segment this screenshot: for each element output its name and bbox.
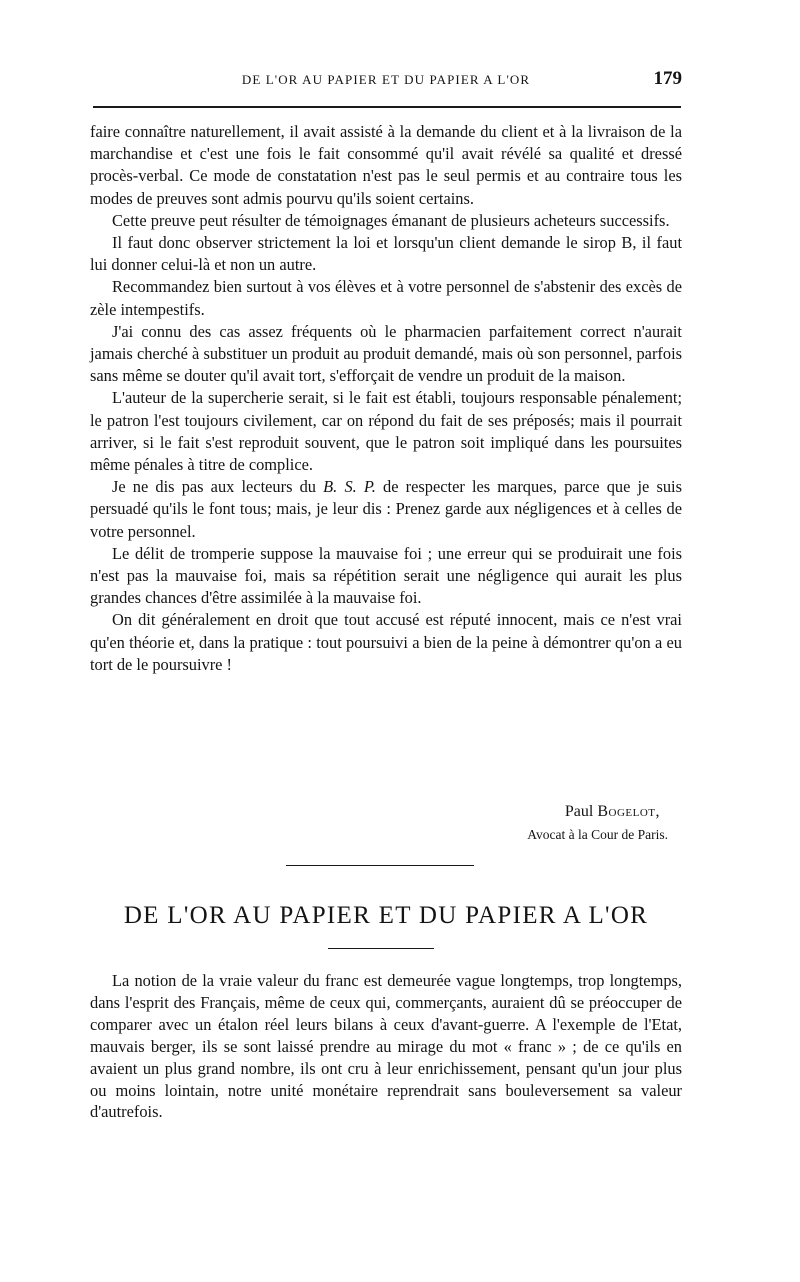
section-heading: DE L'OR AU PAPIER ET DU PAPIER A L'OR xyxy=(123,902,649,929)
section-separator xyxy=(286,865,474,866)
heading-underline xyxy=(328,948,434,949)
page-number: 179 xyxy=(653,68,682,89)
section-body xyxy=(90,970,682,1123)
running-header xyxy=(90,68,682,94)
running-title: DE L'OR AU PAPIER ET DU PAPIER A L'OR xyxy=(241,72,531,87)
author-last-name: Bogelot, xyxy=(597,803,660,820)
italic-abbreviation: B. xyxy=(323,477,338,497)
author-role: Avocat à la Cour de Paris. xyxy=(527,827,668,842)
text-run: de respecter les marques, parce que je suis persuadé qu'ils le font tous; mais, je leur dis : Prenez garde aux négligences et à celles de votre personnel. xyxy=(90,477,682,541)
text-run xyxy=(357,477,364,496)
header-rule xyxy=(93,106,681,108)
paragraph: Cette preuve peut résulter de témoignages émanant de plusieurs acheteurs successifs. xyxy=(112,210,670,230)
author-name xyxy=(90,801,668,823)
author-first-name: Paul xyxy=(564,803,598,820)
paragraph: On dit généralement en droit que tout accusé est réputé innocent, mais ce n'est vrai qu'en théorie et, dans la pratique : tout poursuivi a bien de la peine à démontrer qu'on a eu tort de le poursuivre ! xyxy=(90,610,682,674)
paragraph: J'ai connu des cas assez fréquents où le pharmacien parfaitement correct n'aurait jamais cherché à substituer un produit au produit demandé, mais où son personnel, parfois sans même se douter qu'il avait tort, s'efforçait de vendre un produit de la maison. xyxy=(90,321,682,386)
paragraph: Il faut donc observer strictement la loi et lorsqu'un client demande le sirop B, il faut lui donner celui-là et non un autre. xyxy=(90,233,682,275)
paragraph: Le délit de tromperie suppose la mauvaise foi ; une erreur qui se produirait une fois n'est pas la mauvaise foi, mais sa répétition serait une négligence qui aurait les plus grandes chances d'être assimilée à la mauvaise foi. xyxy=(90,543,682,608)
paragraph: La notion de la vraie valeur du franc est demeurée vague longtemps, trop longtemps, dans l'esprit des Français, même de ceux qui, commerçants, auraient dû se préoccuper de comparer avec un étalon réel leurs bilans à ceux d'avant-guerre. A l'exemple de l'Etat, mauvais berger, ils se sont laissé prendre au mirage du mot « franc » ; de ce qu'ils en avaient un plus grand nombre, ils ont cru à leur enrichissement, pensant qu'un jour plus ou moins lointain, notre unité monétaire reprendrait sans bouleversement sa valeur d'autrefois. xyxy=(90,971,682,1122)
paragraph xyxy=(90,476,682,543)
paragraph: faire connaître naturellement, il avait assisté à la demande du client et à la livraison de la marchandise et c'est une fois le fait consommé qu'il avait révélé sa qualité et dressé procès-verbal. Ce mode de constatation n'est pas le seul permis et au contraire tous les modes de preuves sont admis pourvu qu'ils soient certains. xyxy=(90,122,682,208)
article-continuation xyxy=(90,121,682,676)
paragraph: L'auteur de la supercherie serait, si le fait est établi, toujours responsable pénalement; le patron l'est toujours civilement, car on répond du fait de ses préposés; mais il pourrait arriver, si le fait s'est reproduit souvent, que le patron soit impliqué dans les poursuites même pénales à titre de complice. xyxy=(90,388,682,475)
text-run: Je ne dis pas aux lecteurs du xyxy=(112,477,324,497)
paragraph: Recommandez bien surtout à vos élèves et à votre personnel de s'abstenir des excès de zèle intempestifs. xyxy=(90,277,682,319)
italic-abbreviation: P. xyxy=(363,477,376,497)
italic-abbreviation: S. xyxy=(344,477,357,497)
signature-block xyxy=(90,801,668,845)
